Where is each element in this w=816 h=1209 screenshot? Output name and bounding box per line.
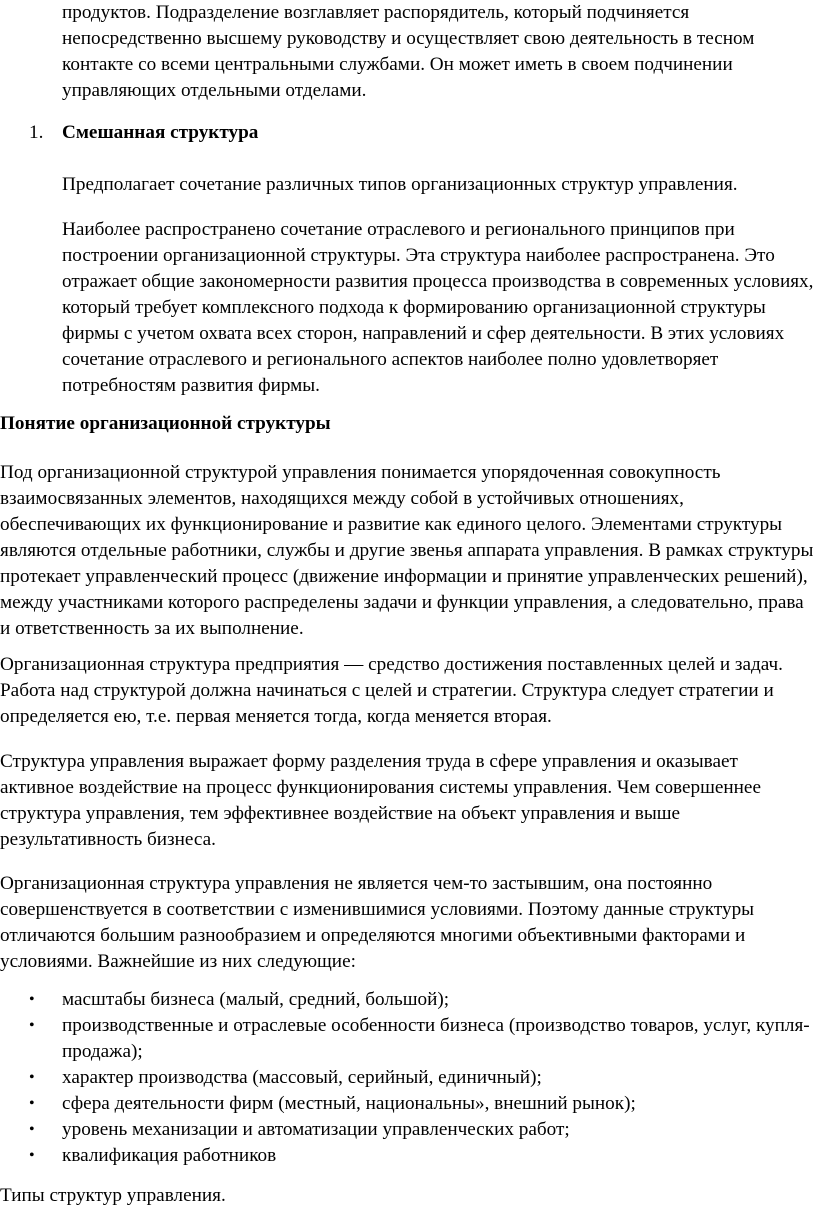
list-item [0, 1065, 814, 1091]
list-item-text: характер производства (массовый, серийный, единичный); [62, 1067, 542, 1088]
bullet-icon: • [29, 1121, 35, 1138]
list-number: 1. [29, 122, 44, 143]
list-item-text: уровень механизации и автоматизации управленческих работ; [62, 1119, 570, 1140]
list-item [0, 1143, 814, 1169]
types-heading: Типы структур управления. [0, 1185, 226, 1206]
mixed-structure-heading: Смешанная структура [62, 122, 259, 143]
concept-paragraph-1: Под организационной структурой управления понимается упорядоченная совокупность взаимосвязанных элементов, находящихся между собой в устойчивых отношениях, обеспечивающих их функционирование и развитие как единого целого. Элементами структуры являются отдельные работники, службы и другие звенья аппарата управления. В рамках структуры протекает управленческий процесс (движение информации и принятие управленческих решений), между участниками которого распределены задачи и функции управления, а следовательно, права и ответственность за их выполнение. [0, 462, 814, 639]
factors-list [0, 987, 816, 1169]
bullet-icon: • [29, 1095, 35, 1112]
concept-heading: Понятие организационной структуры [0, 413, 331, 434]
list-item [0, 987, 814, 1013]
bullet-icon: • [29, 1069, 35, 1086]
concept-paragraph-2: Организационная структура предприятия — средство достижения поставленных целей и задач. Работа над структурой должна начинаться с целей и стратегии. Структура следует стратегии и определяется ею, т.е. первая меняется тогда, когда меняется вторая. [0, 654, 783, 727]
paragraph-intro-tail: продуктов. Подразделение возглавляет распорядитель, который подчиняется непосредственно высшему руководству и осуществляет свою деятельность в тесном контакте со всеми центральными службами. Он может иметь в своем подчинении управляющих отдельными отделами. [62, 2, 755, 101]
bullet-icon: • [29, 991, 35, 1008]
list-item-text: квалификация работников [62, 1145, 277, 1166]
list-item [0, 1091, 814, 1117]
list-item [0, 1117, 814, 1143]
bullet-icon: • [29, 1017, 35, 1034]
list-item-text: производственные и отраслевые особенности бизнеса (производство товаров, услуг, купля-продажа); [62, 1015, 810, 1062]
mixed-structure-paragraph-1: Предполагает сочетание различных типов организационных структур управления. [62, 174, 738, 195]
mixed-structure-paragraph-2: Наиболее распространено сочетание отраслевого и регионального принципов при построении организационной структуры. Эта структура наиболее распространена. Это отражает общие закономерности развития процесса производства в современных условиях, который требует комплексного подхода к формированию организационной структуры фирмы с учетом охвата всех сторон, направлений и сфер деятельности. В этих условиях сочетание отраслевого и регионального аспектов наиболее полно удовлетворяет потребностям развития фирмы. [62, 219, 814, 396]
list-item-text: сфера деятельности фирм (местный, национальны», внешний рынок); [62, 1093, 636, 1114]
list-item-text: масштабы бизнеса (малый, средний, большой); [62, 989, 450, 1010]
list-item [0, 1013, 814, 1065]
bullet-icon: • [29, 1147, 35, 1164]
concept-paragraph-4: Организационная структура управления не является чем-то застывшим, она постоянно совершенствуется в соответствии с изменившимися условиями. Поэтому данные структуры отличаются большим разнообразием и определяются многими объективными факторами и условиями. Важнейшие из них следующие: [0, 873, 755, 972]
concept-paragraph-3: Структура управления выражает форму разделения труда в сфере управления и оказывает активное воздействие на процесс функционирования системы управления. Чем совершеннее структура управления, тем эффективнее воздействие на объект управления и выше результативность бизнеса. [0, 751, 761, 850]
